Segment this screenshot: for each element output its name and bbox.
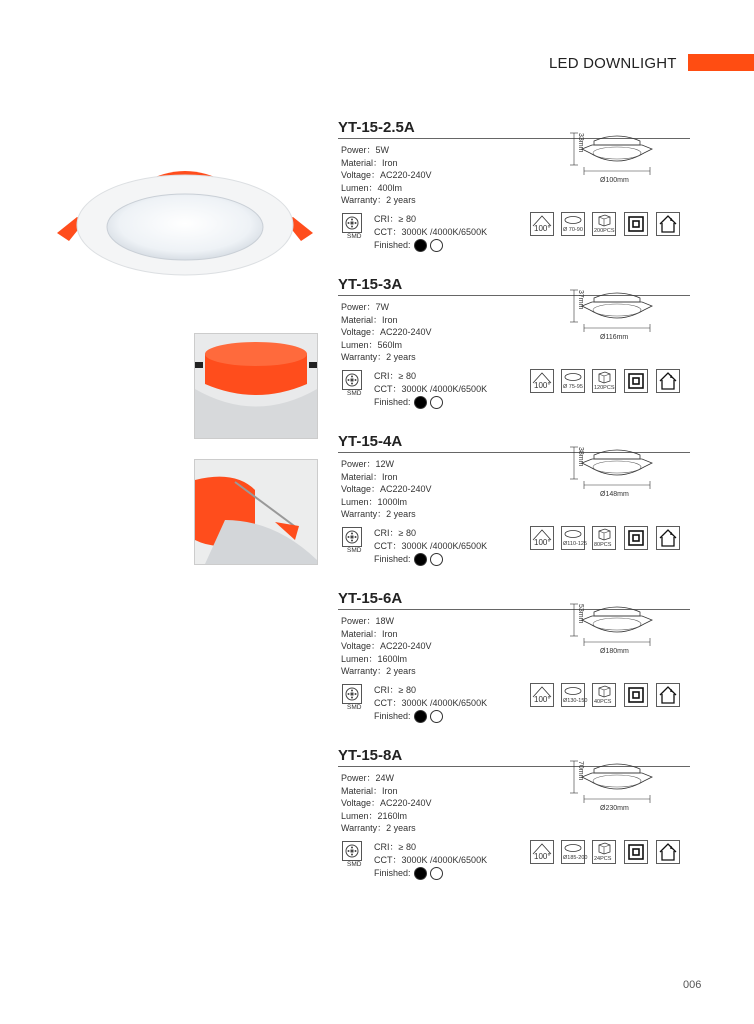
- dimension-diagram: [562, 284, 662, 356]
- smd-chip-icon: [342, 213, 362, 233]
- product-section: [338, 590, 690, 740]
- indoor-use-icon: [656, 369, 680, 393]
- spec-cct: CCT：3000K /4000K/6500K: [374, 384, 488, 394]
- product-section: [338, 433, 690, 583]
- finish-white-swatch: [430, 867, 443, 880]
- spec-material: Material：Iron: [341, 157, 398, 168]
- beam-angle-value: 100°: [534, 381, 551, 390]
- spec-lumen: Lumen：400lm: [341, 182, 403, 193]
- spec-lumen: Lumen：2160lm: [341, 810, 408, 821]
- height-dimension: 70mm: [577, 761, 584, 781]
- beam-angle-value: 100°: [534, 224, 551, 233]
- package-quantity: 80PCS: [594, 542, 612, 548]
- diameter-dimension: Ø180mm: [600, 648, 629, 655]
- diameter-dimension: Ø100mm: [600, 177, 629, 184]
- spec-voltage: Voltage：AC220-240V: [341, 327, 432, 338]
- spec-finished: [374, 396, 487, 409]
- detail-photo-clip: [194, 459, 318, 565]
- spec-warranty: Warranty：2 years: [341, 195, 416, 206]
- optical-specs: [374, 370, 487, 409]
- detail-photo-top: [194, 333, 318, 439]
- spec-warranty: Warranty：2 years: [341, 509, 416, 520]
- package-quantity: 120PCS: [594, 385, 615, 391]
- smd-label: SMD: [347, 861, 362, 868]
- feature-icons: [530, 212, 690, 238]
- height-dimension: 37mm: [577, 290, 584, 310]
- spec-warranty: Warranty：2 years: [341, 823, 416, 834]
- spec-lumen: Lumen：1000lm: [341, 496, 408, 507]
- beam-angle-value: 100°: [534, 695, 551, 704]
- smd-label: SMD: [347, 547, 362, 554]
- header-accent-bar: [688, 54, 754, 71]
- finish-black-swatch: [414, 867, 427, 880]
- finish-black-swatch: [414, 239, 427, 252]
- spec-cri: CRI：≥ 80: [374, 528, 416, 538]
- product-model: YT-15-8A: [338, 747, 403, 764]
- cutout-icon: [561, 840, 588, 864]
- smd-label: SMD: [347, 233, 362, 240]
- finish-black-swatch: [414, 710, 427, 723]
- catalog-title: LED DOWNLIGHT: [549, 55, 677, 72]
- double-insulation-icon: [624, 212, 648, 236]
- spec-warranty: Warranty：2 years: [341, 352, 416, 363]
- cutout-value: Ø 75-95: [563, 384, 583, 390]
- package-box-icon: [592, 840, 616, 864]
- spec-power: Power：5W: [341, 145, 390, 155]
- feature-icons: [530, 526, 690, 552]
- optical-specs: [374, 527, 487, 566]
- spec-cct: CCT：3000K /4000K/6500K: [374, 227, 488, 237]
- cutout-value: Ø 70-90: [563, 227, 583, 233]
- feature-icons: [530, 369, 690, 395]
- smd-chip-icon: [342, 370, 362, 390]
- finished-label: Finished:: [374, 868, 411, 878]
- spec-power: Power：18W: [341, 616, 395, 626]
- optical-specs: [374, 684, 487, 723]
- spec-finished: [374, 867, 487, 880]
- double-insulation-icon: [624, 683, 648, 707]
- dimension-diagram: [562, 755, 662, 827]
- package-quantity: 40PCS: [594, 699, 612, 705]
- cutout-icon: [561, 683, 588, 707]
- smd-chip-icon: [342, 684, 362, 704]
- indoor-use-icon: [656, 683, 680, 707]
- spec-warranty: Warranty：2 years: [341, 666, 416, 677]
- package-box-icon: [592, 683, 616, 707]
- finish-white-swatch: [430, 239, 443, 252]
- double-insulation-icon: [624, 369, 648, 393]
- smd-chip-icon: [342, 841, 362, 861]
- cutout-icon: [561, 369, 585, 393]
- smd-chip-icon: [342, 527, 362, 547]
- height-dimension: 33mm: [577, 133, 584, 153]
- package-box-icon: [592, 369, 616, 393]
- cutout-value: Ø110-125: [563, 541, 588, 547]
- finish-black-swatch: [414, 553, 427, 566]
- diameter-dimension: Ø230mm: [600, 805, 629, 812]
- package-box-icon: [592, 212, 616, 236]
- beam-angle-icon: [530, 212, 554, 236]
- spec-cri: CRI：≥ 80: [374, 214, 416, 224]
- spec-cri: CRI：≥ 80: [374, 371, 416, 381]
- smd-label: SMD: [347, 704, 362, 711]
- beam-angle-icon: [530, 840, 554, 864]
- spec-cct: CCT：3000K /4000K/6500K: [374, 855, 488, 865]
- feature-icons: [530, 840, 690, 866]
- spec-voltage: Voltage：AC220-240V: [341, 641, 432, 652]
- spec-finished: [374, 553, 487, 566]
- spec-voltage: Voltage：AC220-240V: [341, 170, 432, 181]
- optical-specs: [374, 213, 487, 252]
- spec-lumen: Lumen：560lm: [341, 339, 403, 350]
- beam-angle-value: 100°: [534, 852, 551, 861]
- smd-label: SMD: [347, 390, 362, 397]
- product-model: YT-15-3A: [338, 276, 403, 293]
- indoor-use-icon: [656, 526, 680, 550]
- finished-label: Finished:: [374, 240, 411, 250]
- package-quantity: 200PCS: [594, 228, 615, 234]
- spec-list: [341, 301, 432, 364]
- spec-power: Power：24W: [341, 773, 395, 783]
- beam-angle-icon: [530, 369, 554, 393]
- spec-lumen: Lumen：1600lm: [341, 653, 408, 664]
- diameter-dimension: Ø116mm: [600, 334, 629, 341]
- product-model: YT-15-6A: [338, 590, 403, 607]
- finish-black-swatch: [414, 396, 427, 409]
- product-model: YT-15-2.5A: [338, 119, 415, 136]
- dimension-diagram: [562, 598, 662, 670]
- spec-material: Material：Iron: [341, 314, 398, 325]
- finished-label: Finished:: [374, 397, 411, 407]
- indoor-use-icon: [656, 212, 680, 236]
- spec-material: Material：Iron: [341, 471, 398, 482]
- spec-power: Power：7W: [341, 302, 390, 312]
- product-section: [338, 276, 690, 426]
- diameter-dimension: Ø148mm: [600, 491, 629, 498]
- feature-icons: [530, 683, 690, 709]
- product-section: [338, 119, 690, 269]
- spec-finished: [374, 710, 487, 723]
- indoor-use-icon: [656, 840, 680, 864]
- spec-material: Material：Iron: [341, 628, 398, 639]
- package-box-icon: [592, 526, 616, 550]
- spec-cri: CRI：≥ 80: [374, 842, 416, 852]
- optical-specs: [374, 841, 487, 880]
- height-dimension: 53mm: [577, 604, 584, 624]
- cutout-value: Ø185-200: [563, 855, 588, 861]
- page-number: 006: [683, 979, 702, 991]
- finish-white-swatch: [430, 396, 443, 409]
- finish-white-swatch: [430, 553, 443, 566]
- product-model: YT-15-4A: [338, 433, 403, 450]
- spec-material: Material：Iron: [341, 785, 398, 796]
- product-section: [338, 747, 690, 897]
- cutout-icon: [561, 212, 585, 236]
- spec-cri: CRI：≥ 80: [374, 685, 416, 695]
- spec-list: [341, 458, 432, 521]
- beam-angle-value: 100°: [534, 538, 551, 547]
- package-quantity: 24PCS: [594, 856, 612, 862]
- spec-cct: CCT：3000K /4000K/6500K: [374, 541, 488, 551]
- spec-list: [341, 615, 432, 678]
- downlight-product-photo: [55, 165, 315, 280]
- height-dimension: 38mm: [577, 447, 584, 467]
- spec-voltage: Voltage：AC220-240V: [341, 798, 432, 809]
- spec-list: [341, 144, 432, 207]
- cutout-value: Ø130-150: [563, 698, 588, 704]
- dimension-diagram: [562, 127, 662, 199]
- beam-angle-icon: [530, 526, 554, 550]
- spec-voltage: Voltage：AC220-240V: [341, 484, 432, 495]
- beam-angle-icon: [530, 683, 554, 707]
- double-insulation-icon: [624, 840, 648, 864]
- dimension-diagram: [562, 441, 662, 513]
- finish-white-swatch: [430, 710, 443, 723]
- spec-finished: [374, 239, 487, 252]
- finished-label: Finished:: [374, 554, 411, 564]
- spec-power: Power：12W: [341, 459, 395, 469]
- spec-cct: CCT：3000K /4000K/6500K: [374, 698, 488, 708]
- double-insulation-icon: [624, 526, 648, 550]
- cutout-icon: [561, 526, 588, 550]
- spec-list: [341, 772, 432, 835]
- finished-label: Finished:: [374, 711, 411, 721]
